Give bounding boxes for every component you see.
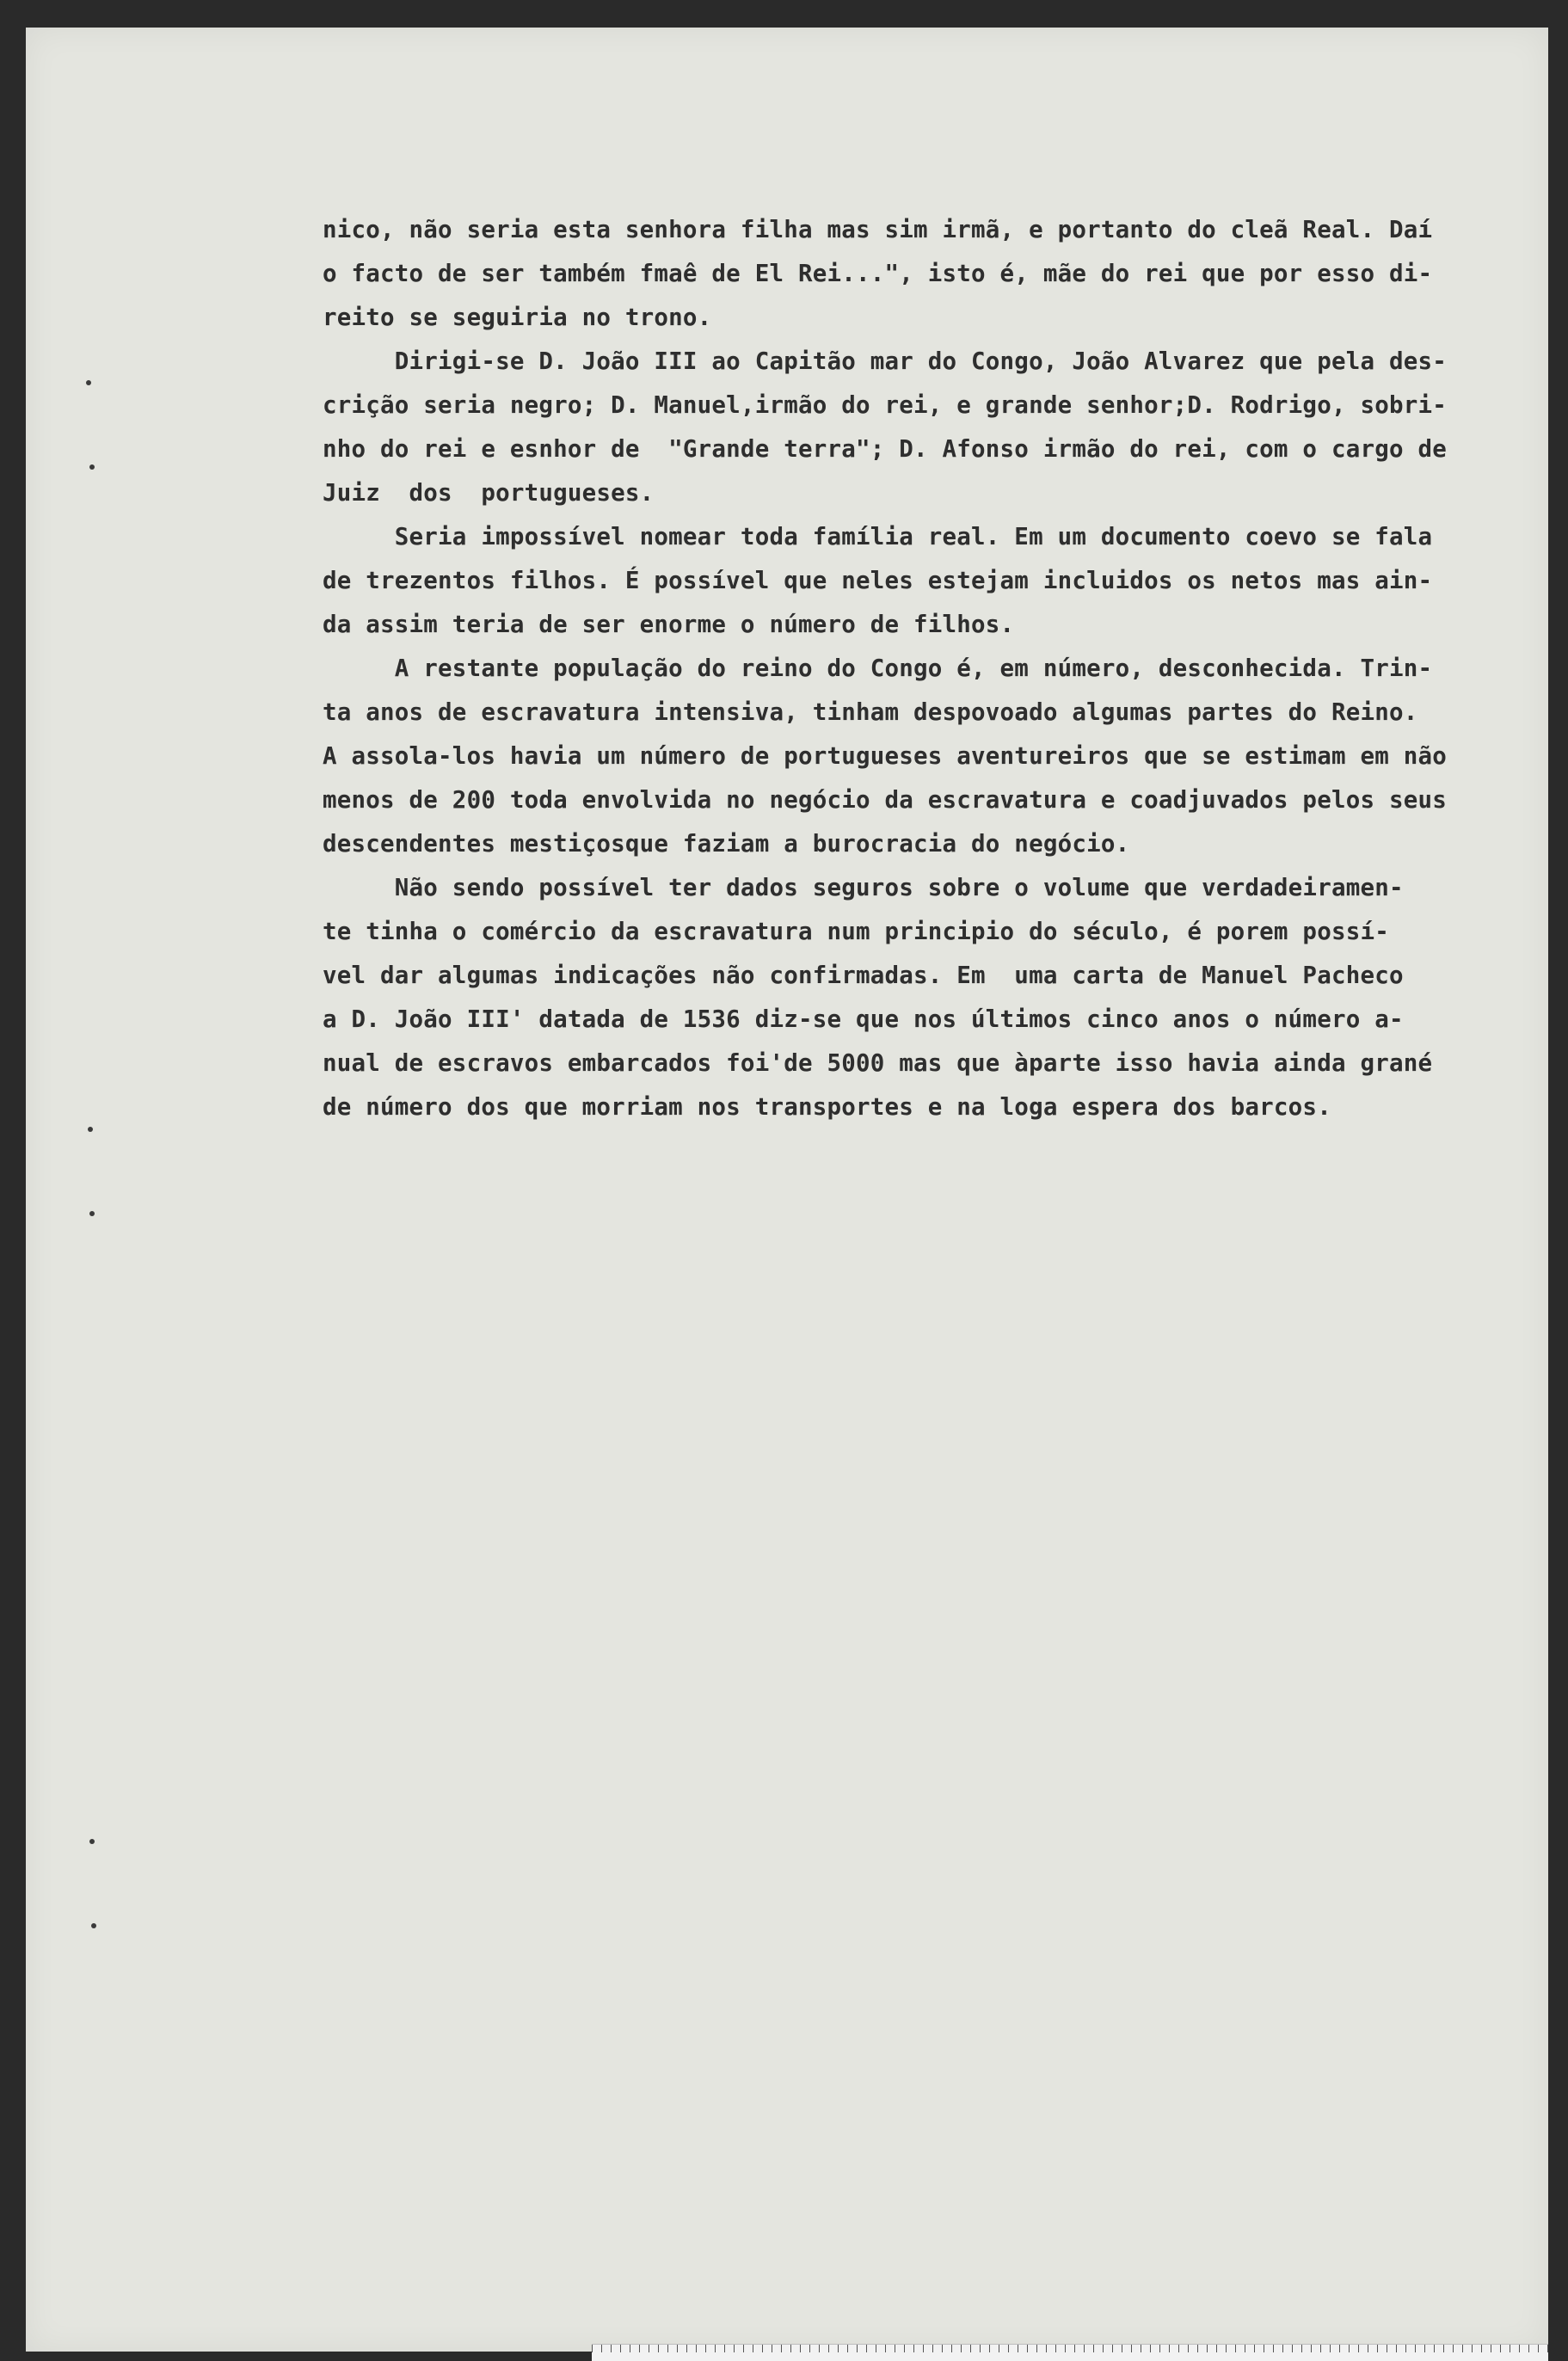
margin-mark [89,1839,95,1844]
text-line: A restante população do reino do Congo é, em número, desconhecida. Trin- [323,655,1433,682]
text-line: nico, não seria esta senhora filha mas sim irmã, e portanto do cleã Real. Daí [323,216,1433,243]
text-line: nual de escravos embarcados foi'de 5000 mas que àparte isso havia ainda grané [323,1049,1433,1077]
text-line: a D. João III' datada de 1536 diz-se que nos últimos cinco anos o número a- [323,1005,1404,1033]
margin-mark [88,1127,93,1132]
text-line: descendentes mestiçosque faziam a burocracia do negócio. [323,830,1130,858]
margin-mark [91,1923,96,1928]
text-line: ta anos de escravatura intensiva, tinham despovoado algumas partes do Reino. [323,698,1418,726]
margin-mark [86,380,91,385]
text-line: Não sendo possível ter dados seguros sobre o volume que verdadeiramen- [323,874,1404,901]
text-line: Juiz dos portugueses. [323,479,655,507]
text-line: da assim teria de ser enorme o número de filhos. [323,611,1015,638]
text-line: crição seria negro; D. Manuel,irmão do rei, e grande senhor;D. Rodrigo, sobri- [323,391,1447,419]
text-line: menos de 200 toda envolvida no negócio da escravatura e coadjuvados pelos seus [323,786,1447,814]
document-body [323,208,1535,1129]
text-line: vel dar algumas indicações não confirmadas. Em uma carta de Manuel Pacheco [323,962,1404,989]
text-line: Seria impossível nomear toda família real. Em um documento coevo se fala [323,523,1433,550]
text-line: o facto de ser também fmaê de El Rei...", isto é, mãe do rei que por esso di- [323,260,1433,287]
text-line: Dirigi-se D. João III ao Capitão mar do Congo, João Alvarez que pela des- [323,347,1447,375]
text-line: reito se seguiria no trono. [323,304,712,331]
text-line: A assola-los havia um número de portugueses aventureiros que se estimam em não [323,742,1447,770]
margin-mark [89,464,95,470]
text-line: de número dos que morriam nos transportes e na loga espera dos barcos. [323,1093,1331,1121]
margin-mark [89,1211,95,1216]
text-line: nho do rei e esnhor de "Grande terra"; D. Afonso irmão do rei, com o cargo de [323,435,1447,463]
text-line: te tinha o comércio da escravatura num principio do século, é porem possí- [323,918,1389,945]
text-line: de trezentos filhos. É possível que neles estejam incluidos os netos mas ain- [323,567,1433,594]
scale-ruler [592,2344,1548,2361]
